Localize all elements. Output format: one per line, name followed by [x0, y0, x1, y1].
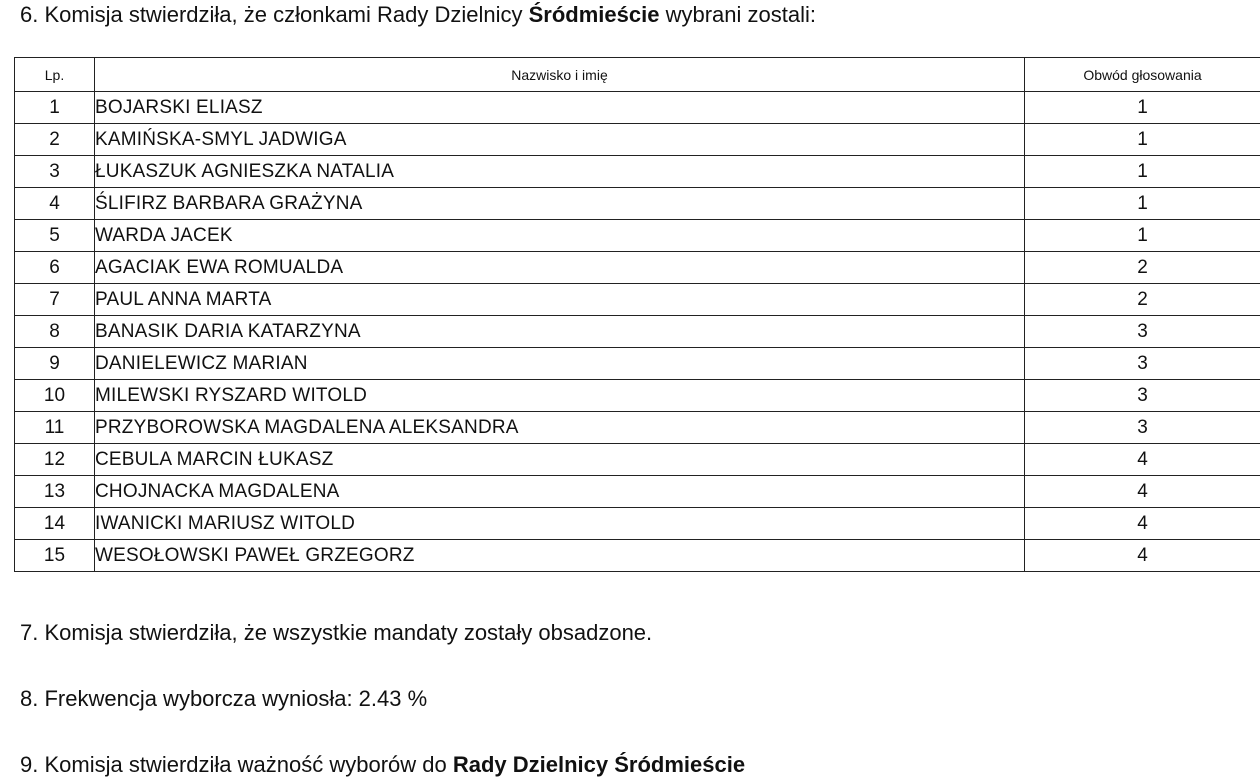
table-row	[15, 380, 1260, 412]
paragraph-9-council: Rady Dzielnicy Śródmieście	[453, 752, 745, 777]
row-lp: 13	[15, 476, 95, 508]
row-name: BOJARSKI ELIASZ	[95, 92, 1025, 124]
row-district: 3	[1025, 412, 1260, 444]
table-row	[15, 220, 1260, 252]
table-row	[15, 188, 1260, 220]
table-row	[15, 92, 1260, 124]
row-lp: 10	[15, 380, 95, 412]
row-district: 3	[1025, 380, 1260, 412]
row-lp: 9	[15, 348, 95, 380]
table-row	[15, 412, 1260, 444]
table-header-row	[15, 58, 1260, 92]
row-lp: 5	[15, 220, 95, 252]
row-name: CEBULA MARCIN ŁUKASZ	[95, 444, 1025, 476]
row-name: BANASIK DARIA KATARZYNA	[95, 316, 1025, 348]
row-name: ŁUKASZUK AGNIESZKA NATALIA	[95, 156, 1025, 188]
row-lp: 12	[15, 444, 95, 476]
row-district: 2	[1025, 252, 1260, 284]
row-lp: 7	[15, 284, 95, 316]
row-district: 1	[1025, 220, 1260, 252]
row-name: WESOŁOWSKI PAWEŁ GRZEGORZ	[95, 540, 1025, 572]
table-row	[15, 540, 1260, 572]
row-lp: 2	[15, 124, 95, 156]
row-lp: 14	[15, 508, 95, 540]
row-lp: 3	[15, 156, 95, 188]
row-district: 4	[1025, 540, 1260, 572]
paragraph-9	[20, 752, 745, 778]
row-district: 3	[1025, 316, 1260, 348]
row-name: PRZYBOROWSKA MAGDALENA ALEKSANDRA	[95, 412, 1025, 444]
row-name: KAMIŃSKA-SMYL JADWIGA	[95, 124, 1025, 156]
row-name: AGACIAK EWA ROMUALDA	[95, 252, 1025, 284]
row-district: 4	[1025, 444, 1260, 476]
row-name: IWANICKI MARIUSZ WITOLD	[95, 508, 1025, 540]
row-lp: 1	[15, 92, 95, 124]
row-name: DANIELEWICZ MARIAN	[95, 348, 1025, 380]
header-district: Obwód głosowania	[1025, 58, 1260, 92]
table-row	[15, 124, 1260, 156]
row-district: 1	[1025, 92, 1260, 124]
table-row	[15, 156, 1260, 188]
elected-members-table	[14, 57, 1260, 572]
row-lp: 4	[15, 188, 95, 220]
row-name: WARDA JACEK	[95, 220, 1025, 252]
paragraph-8: 8. Frekwencja wyborcza wyniosła: 2.43 %	[20, 686, 427, 712]
paragraph-6	[20, 2, 816, 28]
row-name: PAUL ANNA MARTA	[95, 284, 1025, 316]
paragraph-9-text: 9. Komisja stwierdziła ważność wyborów do	[20, 752, 453, 777]
row-district: 4	[1025, 508, 1260, 540]
row-lp: 15	[15, 540, 95, 572]
row-district: 1	[1025, 124, 1260, 156]
row-district: 3	[1025, 348, 1260, 380]
row-name: ŚLIFIRZ BARBARA GRAŻYNA	[95, 188, 1025, 220]
row-district: 1	[1025, 188, 1260, 220]
table-row	[15, 252, 1260, 284]
table-row	[15, 476, 1260, 508]
table-row	[15, 444, 1260, 476]
header-lp: Lp.	[15, 58, 95, 92]
row-district: 1	[1025, 156, 1260, 188]
row-district: 4	[1025, 476, 1260, 508]
header-name: Nazwisko i imię	[95, 58, 1025, 92]
paragraph-7: 7. Komisja stwierdziła, że wszystkie mandaty zostały obsadzone.	[20, 620, 652, 646]
paragraph-6-district: Śródmieście	[529, 2, 660, 27]
row-name: MILEWSKI RYSZARD WITOLD	[95, 380, 1025, 412]
table-row	[15, 316, 1260, 348]
row-lp: 6	[15, 252, 95, 284]
row-lp: 8	[15, 316, 95, 348]
paragraph-6-text: 6. Komisja stwierdziła, że członkami Rady Dzielnicy	[20, 2, 529, 27]
row-name: CHOJNACKA MAGDALENA	[95, 476, 1025, 508]
paragraph-6-text-end: wybrani zostali:	[659, 2, 816, 27]
table-row	[15, 348, 1260, 380]
row-lp: 11	[15, 412, 95, 444]
table-row	[15, 284, 1260, 316]
table-row	[15, 508, 1260, 540]
row-district: 2	[1025, 284, 1260, 316]
